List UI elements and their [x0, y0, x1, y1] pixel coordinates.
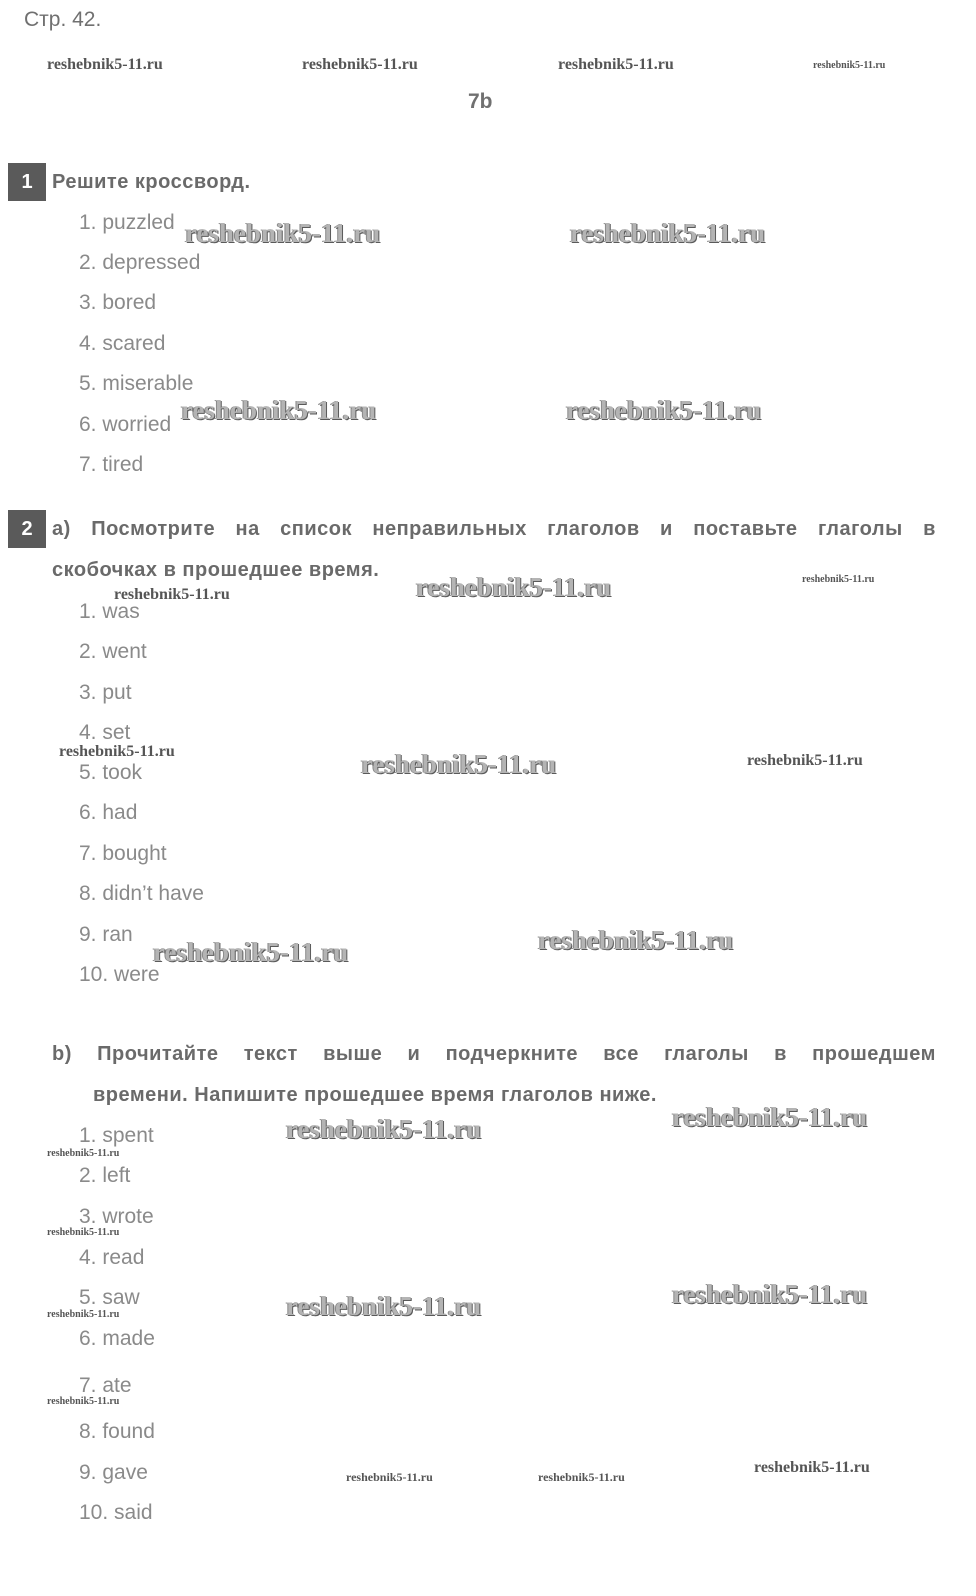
- answer-item: 9. gave: [79, 1461, 148, 1484]
- watermark: reshebnik5-11.ru: [566, 395, 762, 425]
- instruction-word: все: [603, 1043, 639, 1065]
- answer-item: 5. saw: [79, 1286, 140, 1309]
- watermark: reshebnik5-11.ru: [47, 1148, 120, 1159]
- exercise-2b-instruction: [52, 1043, 936, 1066]
- answer-item: 1. puzzled: [79, 211, 175, 234]
- answer-item: 3. bored: [79, 291, 157, 314]
- answer-item: 10. were: [79, 963, 160, 986]
- instruction-word: выше: [323, 1043, 383, 1065]
- instruction-word: Посмотрите: [91, 518, 216, 540]
- watermark: reshebnik5-11.ru: [153, 937, 349, 967]
- exercise-2a-instruction: [52, 518, 936, 541]
- watermark: reshebnik5-11.ru: [570, 218, 766, 248]
- answer-item: 5. took: [79, 761, 143, 784]
- exercise-2a-instruction-line2: скобочках в прошедшее время.: [52, 559, 380, 581]
- watermark: reshebnik5-11.ru: [754, 1459, 870, 1476]
- watermark: reshebnik5-11.ru: [114, 586, 230, 603]
- instruction-word: и: [407, 1043, 421, 1065]
- instruction-word: глаголы: [664, 1043, 749, 1065]
- watermark: reshebnik5-11.ru: [185, 218, 381, 248]
- watermark: reshebnik5-11.ru: [181, 395, 377, 425]
- watermark: reshebnik5-11.ru: [361, 749, 557, 779]
- answer-item: 7. tired: [79, 453, 144, 476]
- answer-item: 4. read: [79, 1246, 145, 1269]
- watermark: reshebnik5-11.ru: [416, 572, 612, 602]
- watermark: reshebnik5-11.ru: [802, 574, 875, 585]
- watermark: reshebnik5-11.ru: [346, 1470, 433, 1484]
- watermark: reshebnik5-11.ru: [672, 1279, 868, 1309]
- watermark: reshebnik5-11.ru: [672, 1102, 868, 1132]
- instruction-word: текст: [243, 1043, 298, 1065]
- watermark: reshebnik5-11.ru: [286, 1114, 482, 1144]
- instruction-word: и: [660, 518, 673, 540]
- instruction-word: список: [280, 518, 352, 540]
- instruction-word: Прочитайте: [97, 1043, 219, 1065]
- watermark: reshebnik5-11.ru: [47, 1396, 120, 1407]
- answer-item: 2. went: [79, 640, 147, 663]
- watermark: reshebnik5-11.ru: [286, 1291, 482, 1321]
- instruction-word: глаголы: [817, 518, 903, 540]
- instruction-word: глаголов: [547, 518, 640, 540]
- answer-item: 4. scared: [79, 332, 166, 355]
- answer-item: 6. worried: [79, 413, 172, 436]
- instruction-word: подчеркните: [445, 1043, 579, 1065]
- answer-item: 8. found: [79, 1420, 155, 1443]
- answer-item: 10. said: [79, 1501, 153, 1524]
- instruction-word: в: [774, 1043, 787, 1065]
- exercise-2-number: 2: [8, 510, 46, 548]
- answer-item: 1. spent: [79, 1124, 154, 1147]
- watermark: reshebnik5-11.ru: [47, 56, 163, 73]
- watermark: reshebnik5-11.ru: [59, 743, 175, 760]
- page-label: Стр. 42.: [24, 8, 102, 31]
- answer-item: 2. depressed: [79, 251, 201, 274]
- answer-item: 3. wrote: [79, 1205, 154, 1228]
- watermark: reshebnik5-11.ru: [538, 925, 734, 955]
- exercise-1-heading: Решите кроссворд.: [52, 171, 251, 193]
- instruction-word: неправильных: [372, 518, 527, 540]
- answer-item: 4. set: [79, 721, 131, 744]
- instruction-word: а): [52, 518, 71, 540]
- answer-item: 3. put: [79, 681, 132, 704]
- answer-item: 1. was: [79, 600, 140, 623]
- instruction-word: прошедшем: [812, 1043, 936, 1065]
- answer-item: 2. left: [79, 1164, 131, 1187]
- watermark: reshebnik5-11.ru: [47, 1309, 120, 1320]
- answer-item: 9. ran: [79, 923, 133, 946]
- exercise-2b-instruction-line2: времени. Напишите прошедшее время глаголов ниже.: [93, 1084, 657, 1106]
- instruction-word: поставьте: [693, 518, 798, 540]
- watermark: reshebnik5-11.ru: [47, 1227, 120, 1238]
- instruction-word: на: [235, 518, 260, 540]
- instruction-word: b): [52, 1043, 72, 1065]
- instruction-word: в: [923, 518, 936, 540]
- answer-item: 7. ate: [79, 1374, 132, 1397]
- answer-item: 8. didn’t have: [79, 882, 204, 905]
- unit-title: 7b: [468, 90, 493, 113]
- answer-item: 5. miserable: [79, 372, 194, 395]
- watermark: reshebnik5-11.ru: [813, 60, 886, 71]
- watermark: reshebnik5-11.ru: [558, 56, 674, 73]
- watermark: reshebnik5-11.ru: [747, 752, 863, 769]
- watermark: reshebnik5-11.ru: [538, 1470, 625, 1484]
- answer-item: 6. made: [79, 1327, 155, 1350]
- watermark: reshebnik5-11.ru: [302, 56, 418, 73]
- answer-item: 6. had: [79, 801, 138, 824]
- exercise-1-number: 1: [8, 163, 46, 201]
- answer-item: 7. bought: [79, 842, 167, 865]
